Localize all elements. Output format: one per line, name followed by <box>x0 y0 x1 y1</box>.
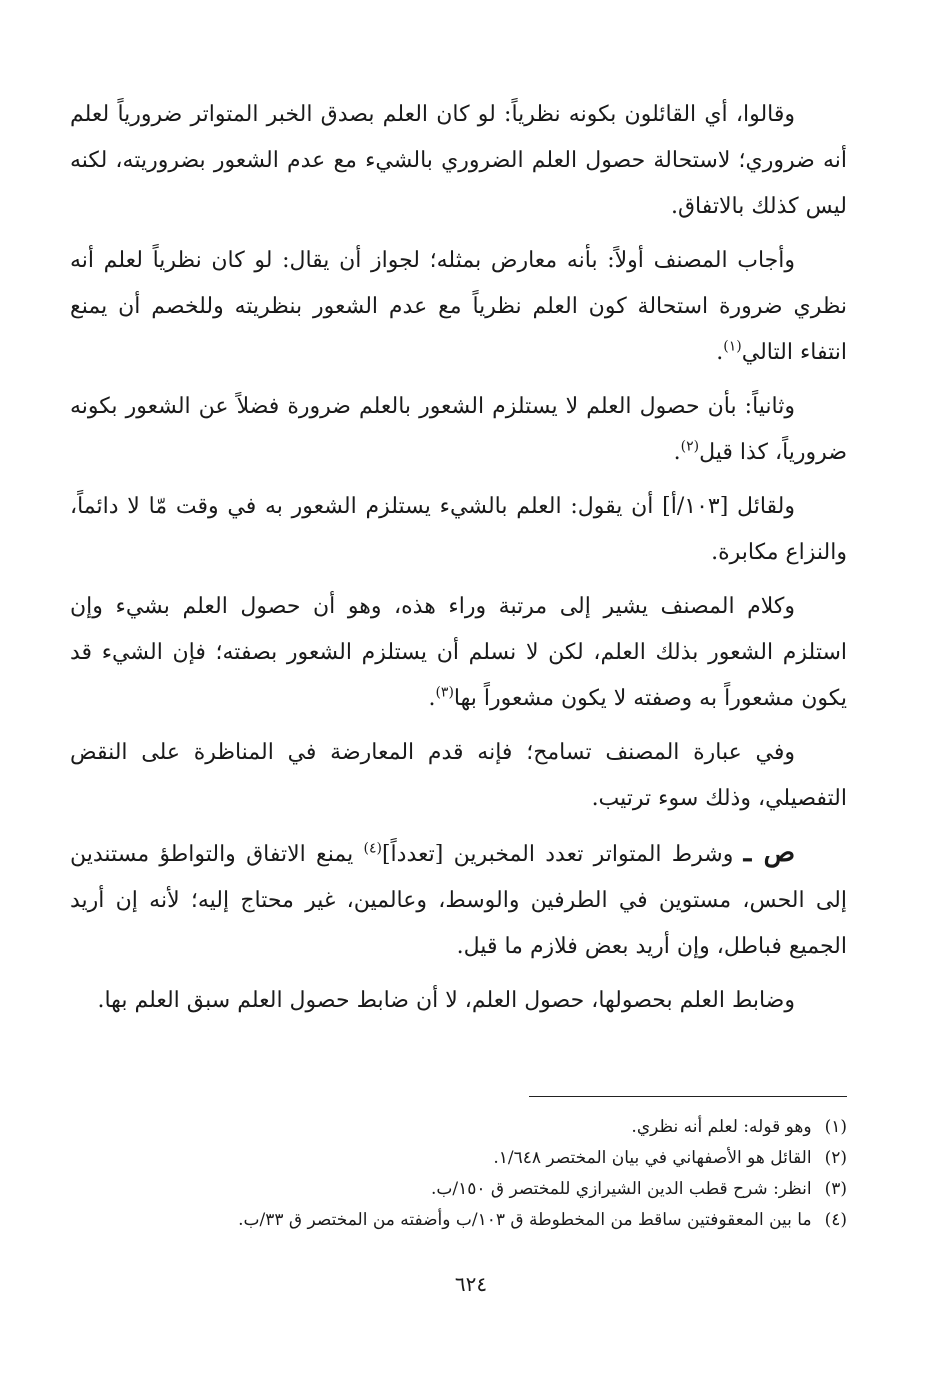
footnote-4 <box>70 1205 847 1236</box>
footnote-2 <box>70 1143 847 1174</box>
paragraph-text: وكلام المصنف يشير إلى مرتبة وراء هذه، وهو أن حصول العلم بشيء وإن استلزم الشعور بذلك العلم، لكن لا نسلم أن يستلزم الشعور بصفته؛ فإن الشيء قد يكون مشعوراً به وصفته لا يكون مشعوراً بها <box>70 594 847 711</box>
footnote-text: ما بين المعقوفتين ساقط من المخطوطة ق ١٠٣/ب وأضفته من المختصر ق ٣٣/ب. <box>238 1210 812 1230</box>
footnote-divider <box>529 1096 847 1097</box>
paragraph-2 <box>70 238 847 376</box>
footnote-text: القائل هو الأصفهاني في بيان المختصر ١/٦٤٨. <box>493 1148 812 1168</box>
footnote-text: وهو قوله: لعلم أنه نظري. <box>631 1117 812 1137</box>
paragraph-text: وشرط المتواتر تعدد المخبرين [تعدداً] <box>381 842 734 867</box>
paragraph-5 <box>70 584 847 722</box>
paragraph-tail: . <box>716 340 724 365</box>
paragraph-8 <box>70 978 847 1024</box>
footnote-ref[interactable]: (٤) <box>363 840 382 857</box>
paragraph-tail: . <box>673 440 681 465</box>
footnote-number: (١) <box>824 1117 847 1137</box>
paragraph-3 <box>70 384 847 476</box>
paragraph-tail: يمنع الاتفاق والتواطؤ مستندين إلى الحس، مستوين في الطرفين والوسط، وعالمين، غير محتاج إليه؛ لأنه إن أريد الجميع فباطل، وإن أريد بعض فلازم ما قيل. <box>70 842 847 959</box>
paragraph-text: ولقائل [١٠٣/أ] أن يقول: العلم بالشيء يستلزم الشعور به في وقت مّا لا دائماً، والنزاع مكابرة. <box>70 494 847 565</box>
footnote-number: (٣) <box>824 1179 847 1199</box>
footnote-1 <box>70 1112 847 1143</box>
paragraph-6 <box>70 730 847 822</box>
paragraph-4 <box>70 484 847 576</box>
footnote-3 <box>70 1174 847 1205</box>
paragraph-text: وثانياً: بأن حصول العلم لا يستلزم الشعور بالعلم ضرورة فضلاً عن الشعور بكونه ضرورياً، كذا قيل <box>70 394 847 465</box>
paragraph-text: وفي عبارة المصنف تسامح؛ فإنه قدم المعارضة في المناظرة على النقض التفصيلي، وذلك سوء ترتيب. <box>70 740 847 811</box>
footnote-ref[interactable]: (٢) <box>680 438 700 455</box>
footnote-ref[interactable]: (١) <box>723 338 742 355</box>
page-number: ٦٢٤ <box>454 1272 488 1296</box>
paragraph-tail: . <box>428 686 436 711</box>
paragraph-text: وأجاب المصنف أولاً: بأنه معارض بمثله؛ لجواز أن يقال: لو كان نظرياً لعلم أنه نظري ضرورة استحالة كون العلم نظرياً مع عدم الشعور بنظريته وللخصم أن يمنع انتفاء التالي <box>70 248 847 365</box>
paragraph-text: وقالوا، أي القائلون بكونه نظرياً: لو كان العلم بصدق الخبر المتواتر ضرورياً لعلم أنه ضروري؛ لاستحالة حصول العلم الضروري بالشيء مع عدم الشعور بضروريته، لكنه ليس كذلك بالاتفاق. <box>70 102 847 219</box>
footnote-ref[interactable]: (٣) <box>435 684 454 701</box>
footnote-number: (٤) <box>824 1210 847 1230</box>
footnote-number: (٢) <box>824 1148 847 1168</box>
main-text <box>70 92 847 1032</box>
paragraph-text: وضابط العلم بحصولها، حصول العلم، لا أن ضابط حصول العلم سبق العلم بها. <box>97 988 795 1013</box>
paragraph-7 <box>70 830 847 970</box>
footnotes <box>70 1112 847 1236</box>
paragraph-1 <box>70 92 847 230</box>
matn-marker: ص ـ <box>743 838 796 868</box>
footnote-text: انظر: شرح قطب الدين الشيرازي للمختصر ق ١٥٠/ب. <box>430 1179 812 1199</box>
